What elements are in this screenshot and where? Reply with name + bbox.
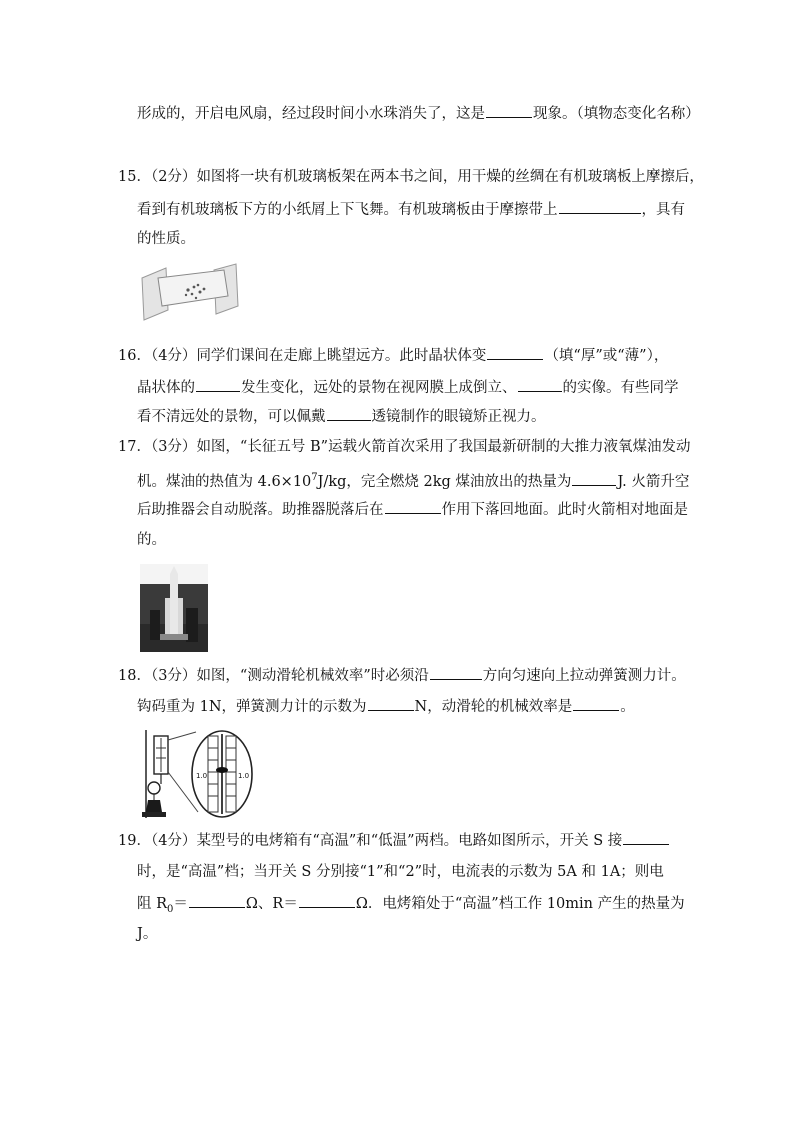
- q15-number: 15．（2分）: [118, 169, 197, 185]
- glass-plate-figure: [138, 262, 242, 322]
- q16-number: 16．（4分）: [118, 348, 197, 364]
- q18-text: 。: [620, 699, 635, 715]
- q17-text: 如图，“长征五号 B”运载火箭首次采用了我国最新研制的大推力液氧煤油发动: [196, 439, 691, 455]
- q19-number: 19．（4分）: [118, 833, 197, 849]
- q19-text: 某型号的电烤箱有“高温”和“低温”两档。电路如图所示，开关 S 接: [196, 833, 623, 849]
- q16-line2: [137, 377, 679, 397]
- q19-text: ＝: [173, 896, 188, 912]
- q18-number: 18．（3分）: [118, 668, 197, 684]
- q18-line2: [137, 696, 635, 716]
- q18-text: N，动滑轮的机械效率是: [414, 699, 573, 715]
- answer-blank: [196, 377, 240, 392]
- answer-blank: [327, 406, 371, 421]
- q17-text: J. 火箭升空: [617, 473, 690, 490]
- q17-text: 机。煤油的热值为 4.6×10: [137, 473, 312, 490]
- q16-text: 同学们课间在走廊上眺望远方。此时晶状体变: [196, 348, 487, 364]
- answer-blank: [368, 696, 414, 711]
- intro-line: [137, 103, 700, 123]
- q19-line1: [118, 830, 670, 850]
- q18-line1: [118, 665, 686, 685]
- q16-text: 的实像。有些同学: [562, 380, 679, 396]
- rocket-photo-figure: [140, 564, 208, 652]
- q19-text: 阻 R: [137, 896, 168, 912]
- q16-text: 透镜制作的眼镜矫正视力。: [371, 409, 546, 425]
- q19-text: J。: [137, 926, 158, 942]
- q17-line3: [137, 499, 688, 519]
- pulley-spring-scale-figure: [138, 728, 254, 820]
- answer-blank: [572, 471, 616, 486]
- q17-number: 17．（3分）: [118, 439, 197, 455]
- q19-text: Ω、R＝: [245, 896, 298, 912]
- intro-text-2: 现象。（填物态变化名称）: [533, 106, 700, 122]
- q15-line2: [137, 199, 685, 219]
- q17-text: 作用下落回地面。此时火箭相对地面是: [441, 502, 688, 518]
- answer-blank: [430, 665, 482, 680]
- q19-line3: [137, 893, 685, 913]
- answer-blank: [189, 893, 245, 908]
- answer-blank: [518, 377, 562, 392]
- q17-text: 的。: [137, 532, 166, 548]
- q19-text: 时，是“高温”档；当开关 S 分别接“1”和“2”时，电流表的示数为 5A 和 1A；则电: [137, 864, 664, 880]
- exponent: 7: [311, 472, 318, 483]
- scale-label-right: 1.0: [238, 772, 250, 780]
- q15-text: 如图将一块有机玻璃板架在两本书之间，用干燥的丝绸在有机玻璃板上摩擦后，: [196, 169, 704, 185]
- answer-blank: [299, 893, 355, 908]
- q15-text: ，具有: [641, 202, 685, 218]
- answer-blank: [487, 345, 543, 360]
- answer-blank: [486, 103, 532, 118]
- q16-text: 发生变化，远处的景物在视网膜上成倒立、: [241, 380, 517, 396]
- answer-blank: [623, 830, 669, 845]
- intro-text-1: 形成的，开启电风扇，经过段时间小水珠消失了，这是: [137, 106, 485, 122]
- q19-text: Ω．电烤箱处于“高温”档工作 10min 产生的热量为: [355, 896, 685, 912]
- q17-text: J/kg，完全燃烧 2kg 煤油放出的热量为: [317, 473, 572, 490]
- q18-text: 钩码重为 1N，弹簧测力计的示数为: [137, 699, 367, 715]
- q16-line3: [137, 406, 546, 426]
- q16-text: 晶状体的: [137, 380, 195, 396]
- subscript: 0: [167, 903, 174, 915]
- q19-line4: [137, 924, 157, 944]
- q16-text: 看不清远处的景物，可以佩戴: [137, 409, 326, 425]
- q19-line2: [137, 862, 664, 882]
- q15-text: 的性质。: [137, 231, 195, 247]
- q15-line1: [118, 167, 704, 187]
- q18-text: 如图，“测动滑轮机械效率”时必须沿: [196, 668, 429, 684]
- q18-text: 方向匀速向上拉动弹簧测力计。: [482, 668, 686, 684]
- q16-line1: [118, 345, 668, 365]
- q15-line3: [137, 229, 195, 249]
- q16-text: （填“厚”或“薄”），: [544, 348, 669, 364]
- q17-text: 后助推器会自动脱落。助推器脱落后在: [137, 502, 384, 518]
- q17-line2: [137, 468, 689, 488]
- answer-blank: [559, 199, 641, 214]
- answer-blank: [573, 696, 619, 711]
- scale-label-left: 1.0: [196, 772, 208, 780]
- q15-text: 看到有机玻璃板下方的小纸屑上下飞舞。有机玻璃板由于摩擦带上: [137, 202, 558, 218]
- q17-line4: [137, 530, 166, 550]
- q17-line1: [118, 437, 691, 457]
- answer-blank: [385, 499, 441, 514]
